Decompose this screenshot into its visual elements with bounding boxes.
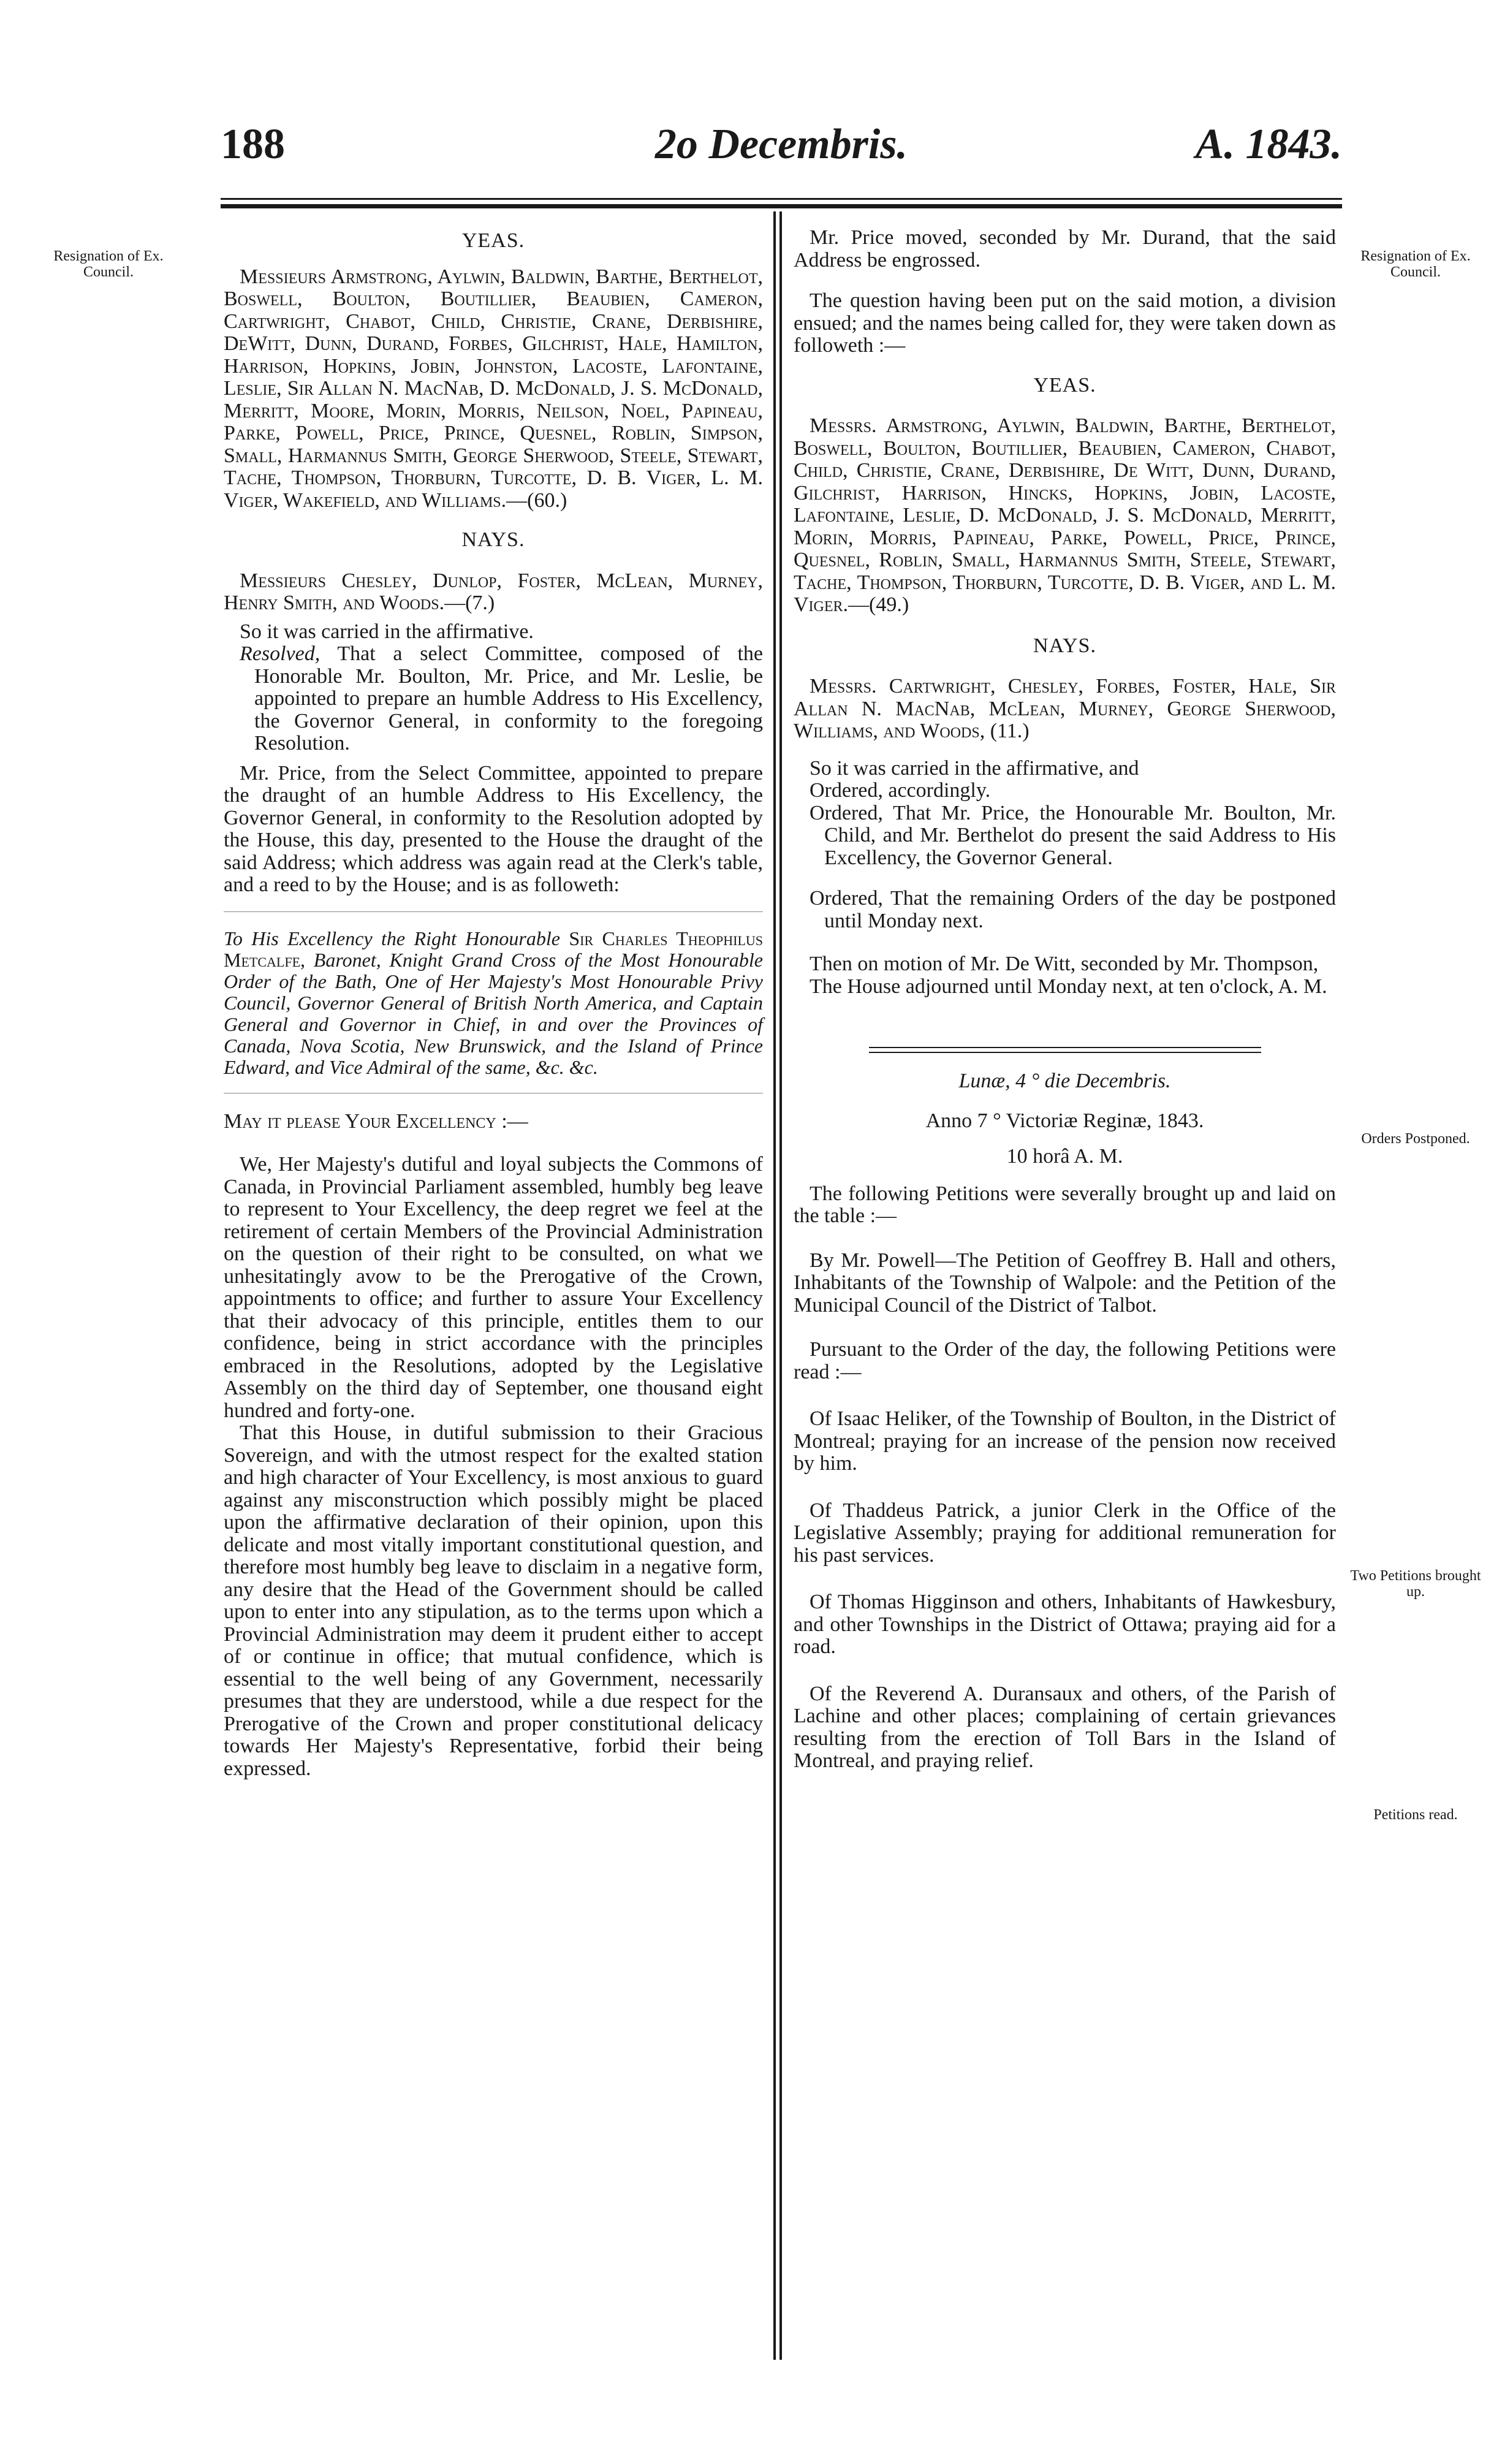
running-head — [221, 120, 1342, 175]
margin-note-two-petitions: Two Petitions brought up. — [1350, 1568, 1481, 1600]
left-column — [224, 227, 763, 1780]
section-separator — [794, 1047, 1336, 1049]
address-to-1: To His Excellency the Right Honourable — [224, 927, 560, 949]
resolved-para — [224, 643, 763, 755]
salutation: May it please Your Excellency :— — [224, 1109, 528, 1133]
house-adjourned: The House adjourned until Monday next, at ten o'clock, A. M. — [810, 975, 1327, 998]
address-name: Sir Charles Theophilus Metcalfe, — [224, 927, 764, 971]
header-rule-top — [221, 198, 1342, 200]
affirmative-left: So it was carried in the affirmative. — [240, 620, 534, 643]
yeas-heading-left: YEAS. — [461, 229, 525, 252]
column-divider-right — [779, 211, 782, 2360]
ordered-present: Ordered, That Mr. Price, the Honourable Mr. Boulton, Mr. Child, and Mr. Berthelot do present the said Address to His Excellency, the Governor General. — [810, 801, 1336, 869]
nays-names-left: Messieurs Chesley, Dunlop, Foster, McLean, Murney, Henry Smith, and Woods.—(7.) — [224, 569, 763, 614]
header-rule-bottom — [221, 204, 1342, 208]
address-body-1: We, Her Majesty's dutiful and loyal subjects the Commons of Canada, in Provincial Parliament assembled, humbly beg leave to represent to Your Excellency, the deep regret we feel at the retirement of certain Members of the Provincial Administration on the question of their right to be consulted, on what we unhesitatingly avow to be the Prerogative of the Crown, appointments to office; and further to assure Your Excellency that their advocacy of this principle, entitles them to our confidence, being in strict accordance with the principles embraced in the Resolutions, adopted by the Legislative Assembly on the third day of September, one thousand eight hundred and forty-one. — [224, 1153, 763, 1422]
question-para: The question having been put on the said motion, a division ensued; and the names being called for, they were taken down as followeth :— — [794, 289, 1336, 357]
price-committee-para: Mr. Price, from the Select Committee, appointed to prepare the draught of an humble Address to His Excellency, the Governor General, in conformity to the Resolution adopted by the House, this day, presented to the House the draught of the said Address; which address was again read at the Clerk's table, and a reed to by the House; and is as followeth: — [224, 761, 763, 896]
page-number: 188 — [221, 121, 285, 168]
hora: 10 horâ A. M. — [1006, 1145, 1123, 1168]
separator-rule-2 — [869, 1052, 1261, 1053]
nays-heading-left: NAYS. — [461, 528, 525, 551]
petition-duransaux: Of the Reverend A. Duransaux and others, of the Parish of Lachine and other places; complaining of certain grievances resulting from the erection of Toll Bars in the Island of Montreal, and praying relief. — [794, 1682, 1336, 1772]
margin-note-orders-postponed: Orders Postponed. — [1361, 1131, 1470, 1147]
margin-note-petitions-read: Petitions read. — [1373, 1807, 1458, 1823]
margin-note-resignation-right: Resignation of Ex. Council. — [1360, 248, 1471, 280]
nays-names-right: Messrs. Cartwright, Chesley, Forbes, Foster, Hale, Sir Allan N. MacNab, McLean, Murney, George Sherwood, Williams, and Woods, (11.) — [794, 675, 1336, 742]
petition-patrick: Of Thaddeus Patrick, a junior Clerk in the Office of the Legislative Assembly; praying for additional remuneration for his past services. — [794, 1499, 1336, 1567]
price-moved: Mr. Price moved, seconded by Mr. Durand, that the said Address be engrossed. — [794, 226, 1336, 272]
petitions-brought-up: The following Petitions were severally brought up and laid on the table :— — [794, 1182, 1336, 1227]
powell-petition: By Mr. Powell—The Petition of Geoffrey B. Hall and others, Inhabitants of the Township of Walpole: and the Petition of the Municipal Council of the District of Talbot. — [794, 1249, 1336, 1317]
yeas-names-right: Messrs. Armstrong, Aylwin, Baldwin, Barthe, Berthelot, Boswell, Boulton, Boutillier, Beaubien, Cameron, Chabot, Child, Christie, Crane, Derbishire, De Witt, Dunn, Durand, Gilchrist, Harrison, Hincks, Hopkins, Jobin, Lacoste, Lafontaine, Leslie, D. McDonald, J. S. McDonald, Merritt, Morin, Morris, Papineau, Parke, Powell, Price, Prince, Quesnel, Roblin, Small, Harmannus Smith, Steele, Stewart, Tache, Thompson, Thorburn, Turcotte, D. B. Viger, and L. M. Viger.—(49.) — [794, 414, 1337, 616]
anno-regnal-year: Anno 7 ° Victoriæ Reginæ, 1843. — [925, 1109, 1204, 1132]
resolved-text: That a select Committee, composed of the Honorable Mr. Boulton, Mr. Price, and Mr. Leslie, be appointed to prepare an humble Address to His Excellency, the Governor General, in conformity to the foregoing Resolution. — [254, 642, 763, 755]
petition-heliker: Of Isaac Heliker, of the Township of Boulton, in the District of Montreal; praying for an increase of the pension now received by him. — [794, 1407, 1336, 1475]
ordered-postponed: Ordered, That the remaining Orders of the day be postponed until Monday next. — [810, 887, 1336, 932]
address-heading — [224, 928, 763, 1078]
address-to-2: Baronet, Knight Grand Cross of the Most Honourable Order of the Bath, One of Her Majesty's Most Honourable Privy Council, Governor General of British North America, and Captain General and Governor in Chief, in and over the Provinces of Canada, Nova Scotia, New Brunswick, and the Island of Prince Edward, and Vice Admiral of the same, &c. &c. — [224, 948, 764, 1078]
yeas-names-left: Messieurs Armstrong, Aylwin, Baldwin, Barthe, Berthelot, Boswell, Boulton, Boutillier, Beaubien, Cameron, Cartwright, Chabot, Child, Christie, Crane, Derbishire, DeWitt, Dunn, Durand, Forbes, Gilchrist, Hale, Hamilton, Harrison, Hopkins, Jobin, Johnston, Lacoste, Lafontaine, Leslie, Sir Allan N. MacNab, D. McDonald, J. S. McDonald, Merritt, Moore, Morin, Morris, Neilson, Noel, Papineau, Parke, Powell, Price, Prince, Quesnel, Roblin, Simpson, Small, Harmannus Smith, George Sherwood, Steele, Stewart, Tache, Thompson, Thorburn, Turcotte, D. B. Viger, L. M. Viger, Wakefield, and Williams.—(60.) — [224, 265, 763, 512]
nays-heading-right: NAYS. — [1033, 634, 1096, 657]
margin-note-resignation-left: Resignation of Ex. Council. — [53, 248, 164, 280]
dewitt-motion: Then on motion of Mr. De Witt, seconded by Mr. Thompson, — [810, 953, 1319, 975]
ordered-accordingly: Ordered, accordingly. — [810, 779, 991, 802]
address-body-2: That this House, in dutiful submission to their Gracious Sovereign, and with the utmost respect for the exalted station and high character of Your Excellency, is most anxious to guard against any misconstruction which possibly might be placed upon the affirmative declaration of their opinion, upon this delicate and most vitally important constitutional question, and therefore most humbly beg leave to disclaim in a negative form, any desire that the Head of the Government should be called upon to enter into any stipulation, as to the terms upon which a Provincial Administration may deem it prudent either to accept of or continue in office; that mutual confidence, which is essential to the well being of any Government, necessarily presumes that they are understood, while a due respect for the Prerogative of the Crown and proper constitutional delicacy towards Her Majesty's Representative, forbid their being expressed. — [224, 1421, 763, 1780]
separator-rule-1 — [869, 1047, 1261, 1048]
right-column — [794, 227, 1336, 1773]
pursuant-order: Pursuant to the Order of the day, the following Petitions were read :— — [794, 1338, 1336, 1383]
column-divider-left — [773, 211, 776, 2360]
affirmative-right: So it was carried in the affirmative, and — [810, 756, 1139, 780]
page-year: A. 1843. — [1195, 121, 1342, 168]
resolved-label: Resolved, — [240, 642, 321, 665]
salutation-separator — [224, 1078, 763, 1093]
yeas-heading-right: YEAS. — [1033, 373, 1096, 397]
page-date: 2o Decembris. — [654, 121, 908, 168]
lunae-date: Lunæ, 4 ° die Decembris. — [958, 1070, 1171, 1092]
petition-higginson: Of Thomas Higginson and others, Inhabitants of Hawkesbury, and other Townships in the District of Ottawa; praying aid for a road. — [794, 1591, 1336, 1658]
address-separator — [224, 897, 763, 912]
